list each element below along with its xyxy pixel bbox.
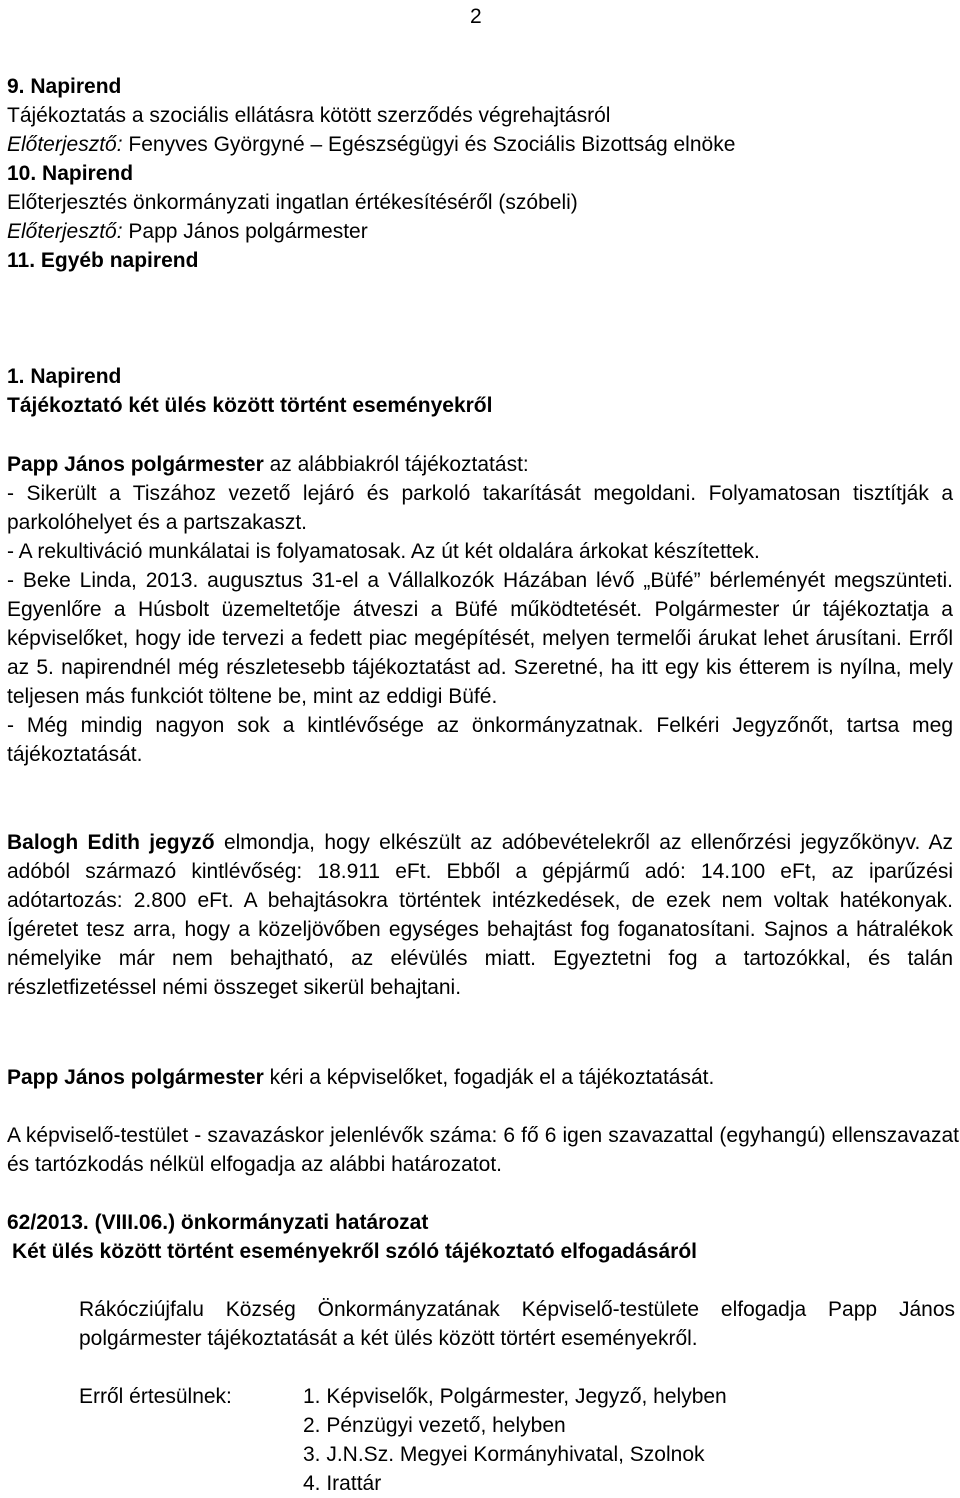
agenda-item-11-title: 11. Egyéb napirend bbox=[7, 249, 199, 272]
mayor-name: Papp János polgármester bbox=[7, 453, 264, 476]
notary-text: elmondja, hogy elkészült az adóbevételekről az ellenőrzési jegyzőkönyv. Az adóból származó kintlévőség: 18.911 eFt. Ebből a gépjármű adó: 14.100 eFt, az iparűzési adótartozás: 2.800 eFt. A behajtásokra történtek intézkedések, de ezek nem voltak hatékonyak. Ígéretet tesz arra, hogy a közeljövőben egységes behajtást fog foganatosítani. Sajnos a hátralékok némelyike már nem behajtható, az elévülés miatt. Egyeztetni fog a tartozókkal, és talán részletfizetéssel némi összeget sikerül behajtani. bbox=[7, 831, 953, 999]
list-item: 3. J.N.Sz. Megyei Kormányhivatal, Szolnok bbox=[303, 1443, 705, 1466]
agenda-item-9-text: Tájékoztatás a szociális ellátásra kötött szerződés végrehajtásról bbox=[7, 104, 611, 127]
notary-report bbox=[7, 828, 953, 1002]
section-1-heading: 1. Napirend bbox=[7, 365, 122, 388]
list-item: 1. Képviselők, Polgármester, Jegyző, helyben bbox=[303, 1385, 727, 1408]
resolution-body: Rákócziújfalu Község Önkormányzatának Képviselő-testülete elfogadja Papp János polgármester tájékoztatását a két ülés között törtért eseményekről. bbox=[79, 1298, 955, 1350]
presenter-label: Előterjesztő: bbox=[7, 220, 123, 243]
presenter-name: Papp János polgármester bbox=[122, 220, 368, 243]
mayor-request bbox=[7, 1063, 953, 1092]
notification-label: Erről értesülnek: bbox=[79, 1385, 232, 1408]
mayor-request-name: Papp János polgármester bbox=[7, 1066, 264, 1089]
notary-name: Balogh Edith jegyző bbox=[7, 831, 215, 854]
agenda-item-10-presenter bbox=[7, 217, 957, 246]
agenda-item-10-text: Előterjesztés önkormányzati ingatlan értékesítéséről (szóbeli) bbox=[7, 191, 578, 214]
notification-list bbox=[303, 1382, 727, 1498]
mayor-request-text: kéri a képviselőket, fogadják el a tájékoztatását. bbox=[263, 1066, 715, 1089]
page-number: 2 bbox=[470, 5, 482, 28]
section-1-heading-block bbox=[7, 362, 953, 420]
mayor-report bbox=[7, 450, 953, 769]
mayor-intro bbox=[7, 450, 953, 479]
presenter-name: Fenyves Györgyné – Egészségügyi és Szociális Bizottság elnöke bbox=[122, 133, 736, 156]
resolution-title: 62/2013. (VIII.06.) önkormányzati határozat bbox=[7, 1211, 429, 1234]
report-bullet-1: - Sikerült a Tiszához vezető lejáró és parkoló takarítását megoldani. Folyamatosan tisztítják a parkolóhelyet és a partszakaszt. bbox=[7, 482, 953, 534]
vote-text: A képviselő-testület - szavazáskor jelenlévők száma: 6 fő 6 igen szavazattal (egyhangú) ellenszavazat és tartózkodás nélkül elfogadja az alábbi határozatot. bbox=[7, 1124, 959, 1176]
agenda-item-10-title: 10. Napirend bbox=[7, 162, 134, 185]
report-bullet-4: - Még mindig nagyon sok a kintlévősége az önkormányzatnak. Felkéri Jegyzőnőt, tartsa meg tájékoztatását. bbox=[7, 714, 953, 766]
mayor-intro-text: az alábbiakról tájékoztatást: bbox=[263, 453, 529, 476]
agenda-item-9-presenter bbox=[7, 130, 957, 159]
list-item: 4. Irattár bbox=[303, 1472, 382, 1495]
list-item: 2. Pénzügyi vezető, helyben bbox=[303, 1414, 566, 1437]
agenda-item-9-title: 9. Napirend bbox=[7, 75, 122, 98]
report-bullet-2: - A rekultiváció munkálatai is folyamatosak. Az út két oldalára árkokat készítettek. bbox=[7, 540, 760, 563]
report-bullet-3: - Beke Linda, 2013. augusztus 31-el a Vállalkozók Házában lévő „Büfé” bérleményét megszünteti. Egyenlőre a Húsbolt üzemeltetője átveszi a Büfé működtetését. Polgármester úr tájékoztatja a képviselőket, hogy ide tervezi a fedett piac megépítését, melyen termelői árukat lehet árusítani. Erről az 5. napirendnél még részletesebb tájékoztatást ad. Szeretné, ha itt egy kis étterem is nyílna, mely teljesen más funkciót töltene be, mint az eddigi Büfé. bbox=[7, 569, 953, 708]
presenter-label: Előterjesztő: bbox=[7, 133, 123, 156]
resolution-subtitle: Két ülés között történt eseményekről szóló tájékoztató elfogadásáról bbox=[12, 1240, 697, 1263]
agenda-list bbox=[7, 72, 957, 275]
section-1-subheading: Tájékoztató két ülés között történt eseményekről bbox=[7, 394, 493, 417]
